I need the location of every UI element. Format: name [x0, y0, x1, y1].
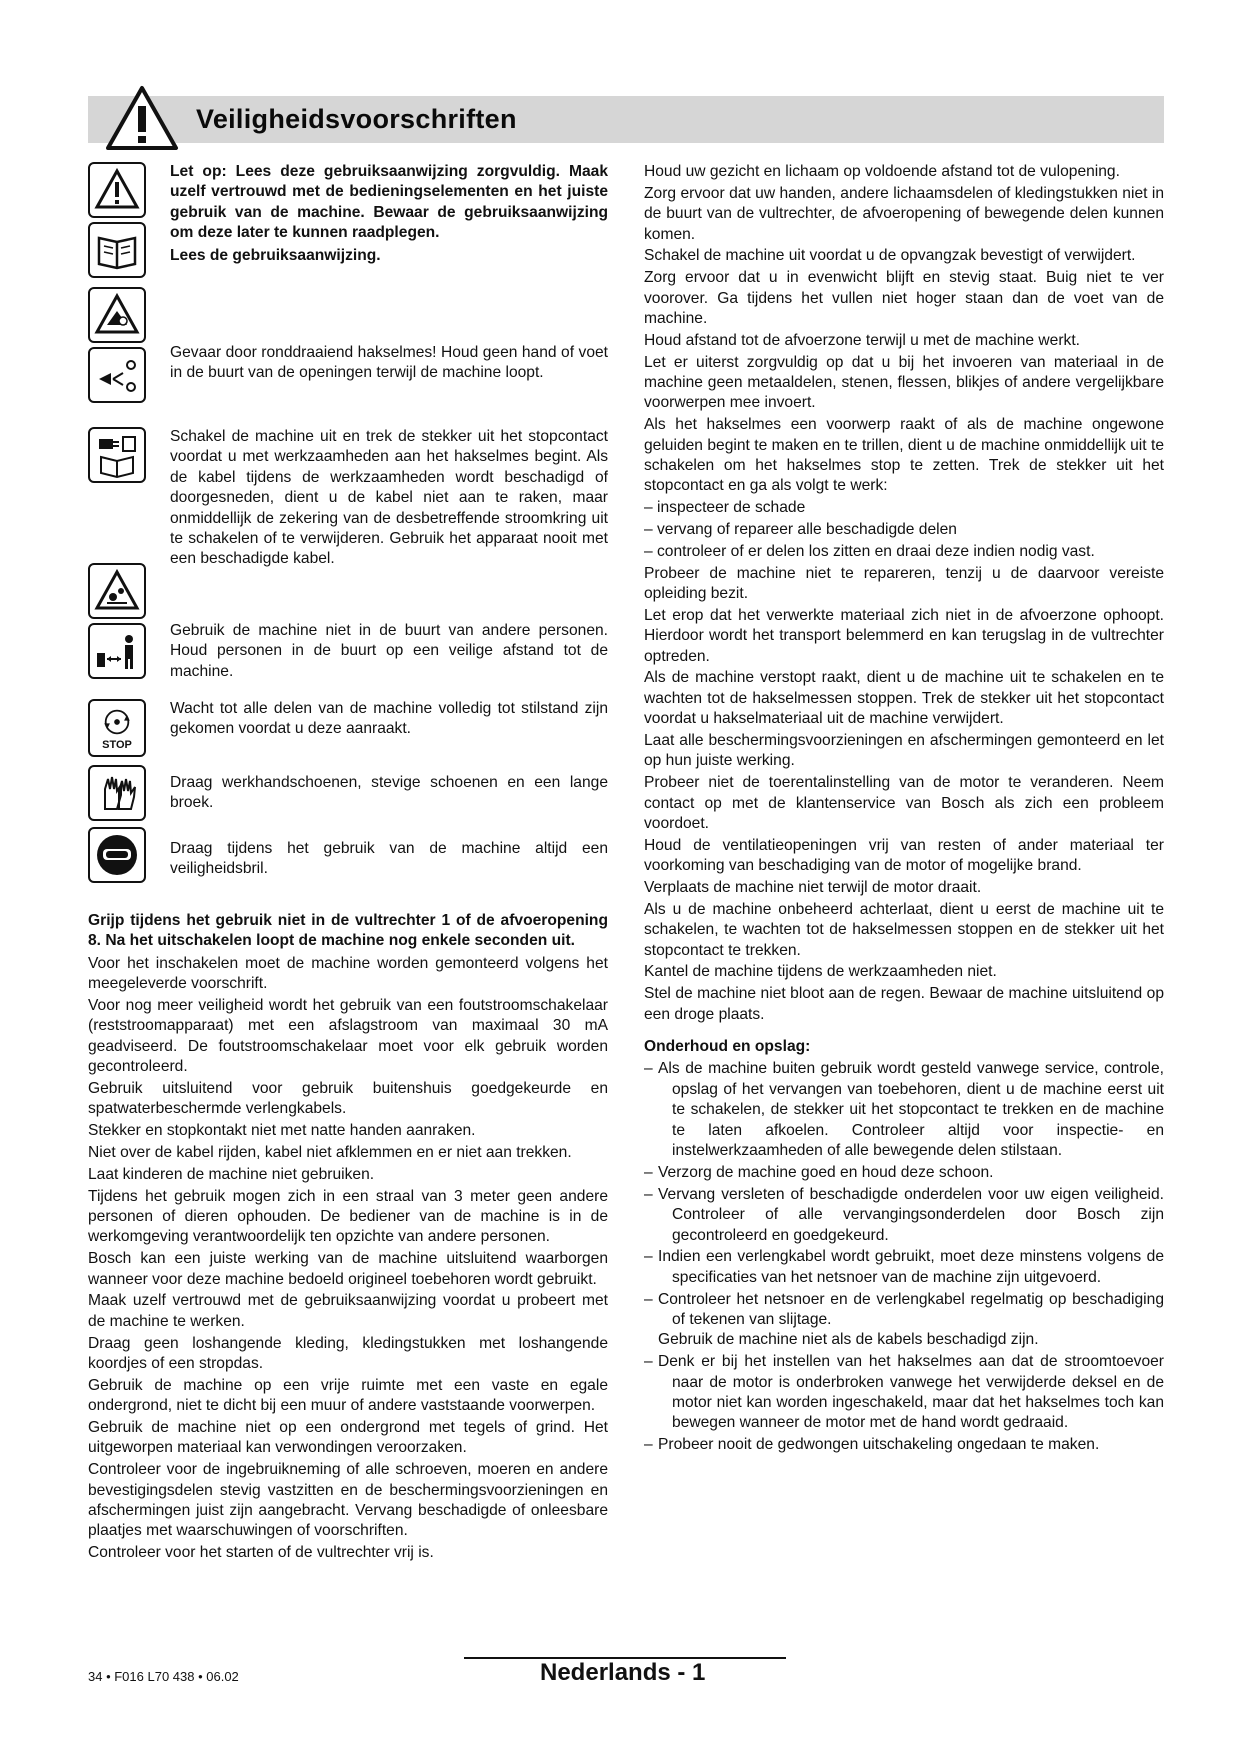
gloves-icon [88, 765, 146, 821]
stop-label: STOP [102, 739, 132, 751]
wait-stop-text: Wacht tot alle delen van de machine volledig tot stilstand zijn gekomen voordat u deze aanraakt. [170, 700, 608, 738]
paragraph: Kantel de machine tijdens de werkzaamheden niet. [644, 963, 997, 981]
paragraph: Schakel de machine uit voordat u de opvangzak bevestigt of verwijdert. [644, 247, 1136, 265]
list-item: – Vervang versleten of beschadigde onderdelen voor uw eigen veiligheid. Controleer of alle vervangingsonderdelen door Bosch zijn gecontroleerd en goedgekeurd. [644, 1185, 1164, 1244]
paragraph: Stel de machine niet bloot aan de regen. Bewaar de machine uitsluitend op een droge plaats. [644, 985, 1164, 1023]
paragraph: Probeer niet de toerentalinstelling van de motor te veranderen. Neem contact op met de klantenservice van Bosch als zich een probleem voordoet. [644, 774, 1164, 833]
paragraph: Voor het inschakelen moet de machine worden gemonteerd volgens het meegeleverde voorschrift. [88, 954, 608, 993]
wait-stop-block [88, 699, 608, 759]
list-item: – Controleer het netsnoer en de verlengkabel regelmatig op beschadiging of tekenen van slijtage. Gebruik de machine niet als de kabels beschadigd zijn. [644, 1290, 1164, 1351]
left-paragraphs [88, 954, 608, 1564]
paragraph: Controleer voor de ingebruikneming of alle schroeven, moeren en andere bevestigingsdelen stevig vastzitten en de beschermingsvoorzieningen en afschermingen juist zijn aangebracht. Vervang beschadigde of onleesbare plaatjes met waarschuwingen of voorschriften. [88, 1461, 608, 1540]
page-title: Veiligheidsvoorschriften [196, 104, 517, 134]
warning-triangle-icon [104, 84, 180, 152]
paragraph: Bosch kan een juiste werking van de machine uitsluitend waarborgen wanneer voor deze machine bedoeld origineel toebehoren wordt gebruikt. [88, 1250, 608, 1288]
paragraph: Houd de ventilatieopeningen vrij van resten of ander materiaal ter voorkoming van beschadiging van de motor of mogelijke brand. [644, 836, 1164, 875]
paragraph: Houd uw gezicht en lichaam op voldoende afstand tot de vulopening. [644, 163, 1120, 180]
language-page-label: Nederlands - 1 [540, 1659, 706, 1686]
paragraph: Als de machine verstopt raakt, dient u de machine uit te schakelen en te wachten tot de hakselmessen stoppen. Trek de stekker uit het stopcontact voordat u hakselmateriaal uit de machine verwijdert. [644, 669, 1164, 728]
list-item: – Verzorg de machine goed en houd deze schoon. [644, 1163, 994, 1181]
paragraph: Gebruik de machine op een vrije ruimte met een vaste en egale ondergrond, niet te dicht bij een muur of andere vaststaande voorwerpen. [88, 1376, 608, 1415]
paragraph: Tijdens het gebruik mogen zich in een straal van 3 meter geen andere personen of dieren ophouden. De bediener van de machine is in de werkomgeving verantwoordelijk ten opzichte van andere personen. [88, 1187, 608, 1246]
paragraph: Probeer de machine niet te repareren, tenzij u de daarvoor vereiste opleiding bezit. [644, 564, 1164, 603]
manual-book-icon [88, 222, 146, 278]
list-item: – Probeer nooit de gedwongen uitschakeling ongedaan te maken. [644, 1436, 1100, 1454]
paragraph: Laat kinderen de machine niet gebruiken. [88, 1165, 375, 1183]
chute-warning: Grijp tijdens het gebruik niet in de vultrechter 1 of de afvoeropening 8. Na het uitschakelen loopt de machine nog enkele seconden uit. [88, 912, 608, 950]
warning-icon [88, 162, 146, 218]
paragraph: Houd afstand tot de afvoerzone terwijl u met de machine werkt. [644, 331, 1080, 349]
blade-danger-block [88, 287, 608, 413]
goggles-block [88, 827, 608, 897]
maintenance-extra: Gebruik de machine niet als de kabels beschadigd zijn. [658, 1331, 1039, 1349]
paragraph: Let erop dat het verwerkte materiaal zich niet in de afvoerzone ophoopt. Hierdoor wordt het transport belemmerd en kan terugslag in de vultrechter optreden. [644, 606, 1164, 665]
keep-distance-icon [88, 623, 146, 679]
document-code: 34 • F016 L70 438 • 06.02 [88, 1669, 239, 1684]
safety-goggles-icon [88, 827, 146, 883]
persons-text: Gebruik de machine niet in de buurt van andere personen. Houd personen in de buurt op een veilige afstand tot de machine. [170, 622, 608, 680]
maintenance-heading: Onderhoud en opslag: [644, 1038, 811, 1056]
paragraph: Gebruik uitsluitend voor gebruik buitenshuis goedgekeurde en spatwaterbeschermde verlengkabels. [88, 1080, 608, 1118]
left-column [88, 162, 608, 1565]
blade-danger-text: Gevaar door ronddraaiend hakselmes! Houd geen hand of voet in de buurt van de openingen terwijl de machine loopt. [170, 344, 608, 382]
paragraph: Draag geen loshangende kleding, kledingstukken met loshangende koordjes of een stropdas. [88, 1334, 608, 1373]
paragraph: Zorg ervoor dat u in evenwicht blijft en stevig staat. Buig niet te ver voorover. Ga tijdens het vullen niet hoger staan dan de voet van de machine. [644, 269, 1164, 328]
paragraph: Stekker en stopkontakt niet met natte handen aanraken. [88, 1122, 476, 1140]
list-item: – inspecteer de schade [644, 499, 806, 517]
right-column [644, 162, 1164, 1457]
list-item: – Als de machine buiten gebruik wordt gesteld vanwege service, controle, opslag of het vervangen van toebehoren, dient u de machine eerst uit te schakelen, de stekker uit het stopcontact te trekken en de machine te laten afkoelen. Controleer altijd voor inspectie- en instelwerkzaamheden of alle bewegende delen stilstaan. [644, 1060, 1164, 1160]
stop-rotation-icon [88, 699, 146, 757]
gloves-block [88, 765, 608, 827]
paragraph: Laat alle beschermingsvoorzieningen en afschermingen gemonteerd en let op hun juiste werking. [644, 732, 1164, 770]
hand-blade-warning-icon [88, 287, 146, 343]
read-manual-block [88, 162, 608, 284]
gloves-text: Draag werkhandschoenen, stevige schoenen en een lange broek. [170, 774, 608, 812]
unplug-block [88, 427, 608, 568]
list-item: – controleer of er delen los zitten en draai deze indien nodig vast. [644, 542, 1095, 560]
persons-block [88, 563, 608, 691]
rotating-blade-icon [88, 347, 146, 403]
list-item: – vervang of repareer alle beschadigde delen [644, 521, 957, 539]
maintenance-list [644, 1059, 1164, 1455]
unplug-text: Schakel de machine uit en trek de stekker uit het stopcontact voordat u met werkzaamheden aan het hakselmes begint. Als de kabel tijdens de werkzaamheden wordt beschadigd of doorgesneden, dient u de kabel niet aan te raken, maar onmiddellijk de zekering van de desbetreffende stroomkring uit te schakelen of te verwijderen. Gebruik het apparaat nooit met een beschadigde kabel. [170, 428, 608, 568]
paragraph: Als het hakselmes een voorwerp raakt of als de machine ongewone geluiden begint te maken en te trillen, dient u de machine onmiddellijk uit te schakelen om het hakselmes stop te zetten. Trek de stekker uit het stopcontact en ga als volgt te werk: [644, 416, 1164, 495]
list-item: – Indien een verlengkabel wordt gebruikt, moet deze minstens volgens de specificaties van het netsnoer van de machine zijn uitgevoerd. [644, 1248, 1164, 1286]
paragraph: Voor nog meer veiligheid wordt het gebruik van een foutstroomschakelaar (reststroomapparaat) met een afslagstroom van maximaal 30 mA geadviseerd. De foutstroomschakelaar moet voor elk gebruik worden gecontroleerd. [88, 997, 608, 1076]
unplug-manual-icon [88, 427, 146, 483]
paragraph: Controleer voor het starten of de vultrechter vrij is. [88, 1544, 434, 1562]
paragraph: Let er uiterst zorgvuldig op dat u bij het invoeren van materiaal in de machine geen metaaldelen, stenen, flessen, blikjes of andere vergelijkbare voorwerpen mee invoert. [644, 353, 1164, 412]
paragraph: Als u de machine onbeheerd achterlaat, dient u eerst de machine uit te schakelen, te wachten tot de hakselmessen stoppen en de stekker uit het stopcontact te trekken. [644, 900, 1164, 959]
paragraph: Verplaats de machine niet terwijl de motor draait. [644, 879, 982, 897]
paragraph: Niet over de kabel rijden, kabel niet afklemmen en er niet aan trekken. [88, 1144, 572, 1162]
paragraph: Gebruik de machine niet op een ondergrond met tegels of grind. Het uitgeworpen materiaal kan verwondingen veroorzaken. [88, 1419, 608, 1457]
read-manual-text: Lees de gebruiksaanwijzing. [170, 246, 381, 264]
ejected-debris-warning-icon [88, 563, 146, 619]
intro-warning: Let op: Lees deze gebruiksaanwijzing zorgvuldig. Maak uzelf vertrouwd met de bedieningselementen en het juiste gebruik van de machine. Bewaar de gebruiksaanwijzing om deze later te kunnen raadplegen. [170, 163, 608, 242]
paragraph: Zorg ervoor dat uw handen, andere lichaamsdelen of kledingstukken niet in de buurt van de vultrechter, de afvoeropening of bewegende delen kunnen komen. [644, 184, 1164, 243]
goggles-text: Draag tijdens het gebruik van de machine altijd een veiligheidsbril. [170, 840, 608, 878]
paragraph: Maak uzelf vertrouwd met de gebruiksaanwijzing voordat u probeert met de machine te werken. [88, 1292, 608, 1330]
list-item: – Denk er bij het instellen van het hakselmes aan dat de stroomtoevoer naar de motor is onderbroken vanwege het verwijderde deksel en de motor niet kan worden ingeschakeld, maar dat het hakselmes toch kan bewegen wanneer de motor met de hand wordt gedraaid. [644, 1353, 1164, 1432]
